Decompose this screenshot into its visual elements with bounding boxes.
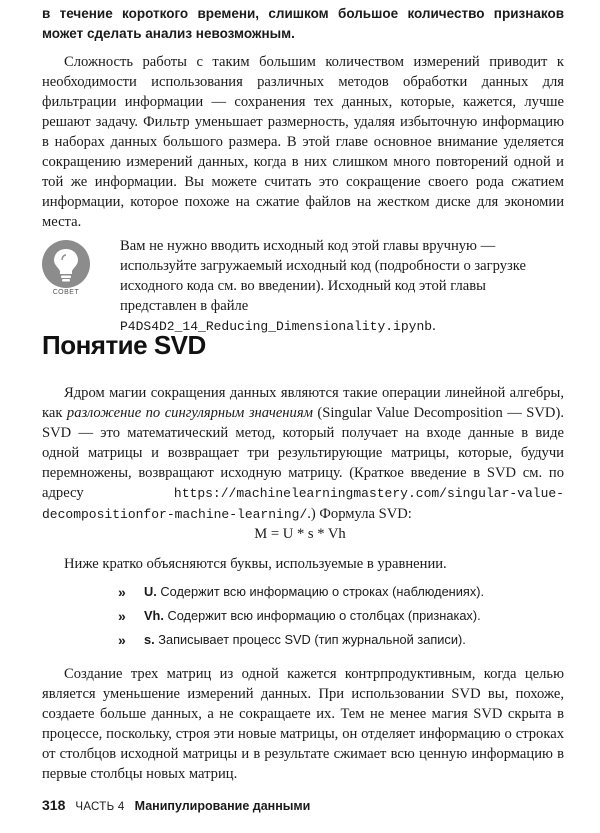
tip-end: . — [432, 318, 436, 334]
chapter-title: Манипулирование данными — [134, 799, 311, 813]
tip-filename: P4DS4D2_14_Reducing_Dimensionality.ipynb — [120, 319, 433, 334]
page-number: 318 — [42, 797, 66, 813]
bullet-term: Vh. — [144, 608, 164, 623]
paragraph-dimensionality: Сложность работы с таким большим количеством измерений приводит к необходимости использования различных методов обработки данных для фильтрации информации — сохранения тех данных, которые, кажется, лучше решают задачу. Фильтр уменьшает размерность, удаляя избыточную информацию в наборах данных большого размера. В этой главе основное внимание уделяется сокращению измерений данных, когда в них слишком много повторений одной и той же информации. Вы можете считать это сокращение своего рода сжатием информации, которое похоже на сжатие файлов на жестком диске для экономии места. — [42, 54, 564, 230]
tip-label: СОВЕТ — [52, 289, 80, 296]
svd-url: https://machinelearningmastery.com/singular-value-decompositionfor-machine-learning/ — [42, 486, 564, 522]
bullet-item — [118, 582, 568, 606]
bullet-list — [118, 582, 568, 654]
svd-formula: M = U * s * Vh — [254, 526, 346, 542]
bullet-marker: » — [118, 632, 126, 648]
paragraph-letters: Ниже кратко объясняются буквы, используемые в уравнении. — [64, 556, 447, 572]
bullet-marker: » — [118, 584, 126, 600]
paragraph-svd-intro — [42, 383, 564, 525]
bullet-item — [118, 606, 568, 630]
bullet-item — [118, 630, 568, 654]
paragraph-svd-magic: Создание трех матриц из одной кажется контрпродуктивным, когда целью является уменьшение измерений данных. При использовании SVD вы, похоже, создаете больше данных, а не сокращаете их. Тем не менее магия SVD скрыта в процессе, поскольку, строя эти новые матрицы, он отделяет информацию о строках от столбцов исходной матрицы и в результате сжимает всю ценную информацию в первые столбцы новых матриц. — [42, 666, 564, 782]
continued-paragraph: в течение короткого времени, слишком большое количество признаков может сделать анализ невозможным. — [42, 6, 564, 41]
page-footer — [42, 797, 310, 815]
tip-text — [120, 236, 562, 337]
svd-intro-text-2: (Singular Value Decomposition — SVD). SVD — это математический метод, который получает на входе данные в виде одной матрицы и возвращает три результирующие матрицы, которые, будучи перемножены, возвращают исходную матрицу. (Краткое введение в SVD см. по адресу — [42, 405, 564, 501]
bullet-text: Содержит всю информацию о строках (наблюдениях). — [156, 584, 485, 599]
bullet-marker: » — [118, 608, 126, 624]
bullet-text: Содержит всю информацию о столбцах (признаках). — [163, 608, 481, 623]
tip-body: Вам не нужно вводить исходный код этой главы вручную — используйте загружаемый исходный код (подробности о загрузке исходного кода см. во введении). Исходный код этой главы представлен в файле — [120, 238, 527, 314]
svd-intro-text-3: .) Формула SVD: — [307, 506, 412, 522]
bullet-text: Записывает процесс SVD (тип журнальной записи). — [154, 632, 466, 647]
part-label: ЧАСТЬ 4 — [75, 801, 125, 813]
section-heading: Понятие SVD — [42, 330, 206, 360]
svd-emphasis: разложение по сингулярным значениям — [66, 405, 313, 421]
bullet-term: U. — [144, 584, 157, 599]
svd-intro-text-1: Ядром магии сокращения данных являются такие операции линейной алгебры, как — [42, 385, 564, 421]
bullet-term: s. — [144, 632, 155, 647]
